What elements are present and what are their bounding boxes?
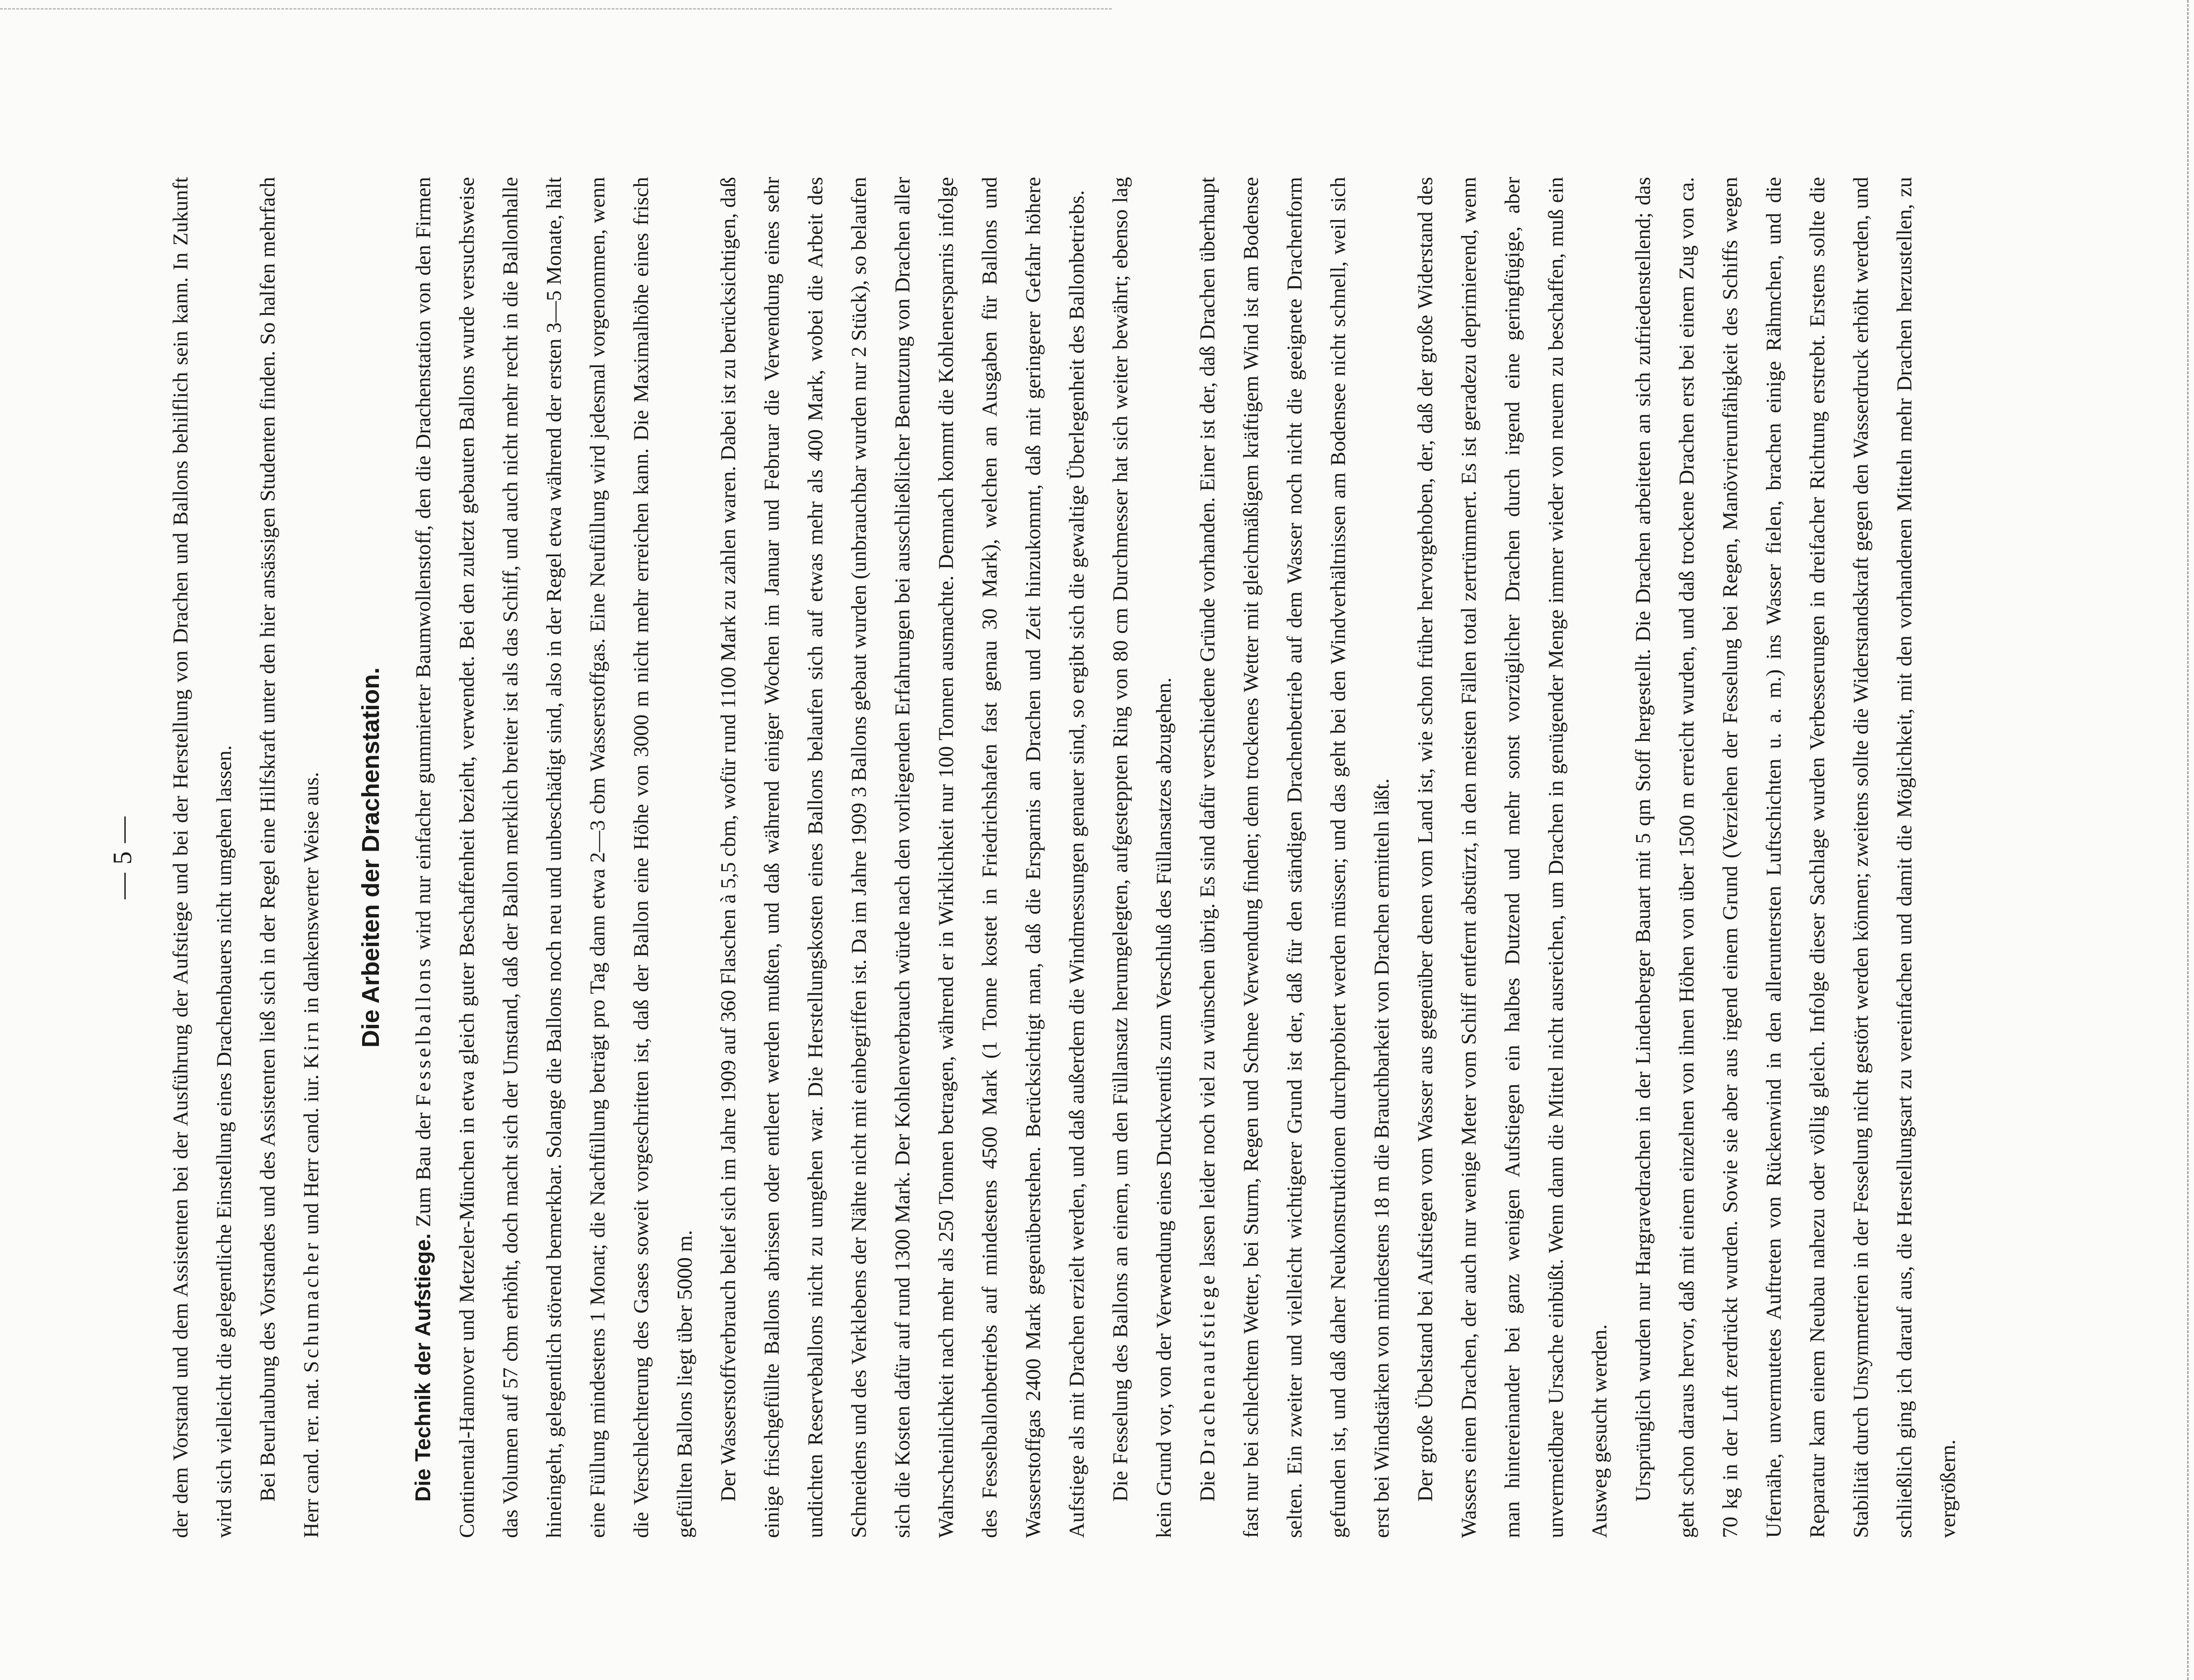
section-heading: Die Arbeiten der Drachenstation. <box>357 667 384 1048</box>
paragraph-uebelstand: Der große Übelstand bei Aufstiegen vom Wasser aus gegenüber denen vom Land ist, wie schon früher hervorgehoben, der, daß der große Widerstand des Wassers einen Drachen, der auch nur wenige Meter vom Schiff entfernt abstürzt, in den meisten Fällen total zertrümmert. Es ist geradezu deprimierend, wenn man hintereinander bei ganz wenigen Aufstiegen ein halbes Dutzend und mehr sonst vorzüglicher Drachen durch irgend eine geringfügige, aber unvermeidbare Ursache einbüßt. Wenn dann die Mittel nicht ausreichen, um Drachen in genügender Menge immer wieder von neuem zu beschaffen, muß ein Ausweg gesucht werden. <box>1414 177 1611 1538</box>
paragraph-drachenaufstiege <box>1186 177 1404 1538</box>
intro-paragraph-1: der dem Vorstand und dem Assistenten bei der Ausführung der Aufstiege und bei der Herstellung von Drachen und Ballons behilflich sein kann. In Zukunft wird sich vielleicht die gelegentliche Einstellung eines Drachenbauers nicht umgehen lassen. <box>169 177 236 1538</box>
page-number: — 5 — <box>108 816 137 899</box>
drachen-text-b: lassen leider noch viel zu wünschen übrig. Es sind dafür verschiedene Gründe vorhanden. Einer ist der, daß Drachen überhaupt fast nur bei schlechtem Wetter, bei Sturm, Regen und Schnee Verwendung finden; denn trockenes Wetter mit gleichmäßigem kräftigem Wind ist am Bodensee selten. Ein zweiter und vielleicht wichtigerer Grund ist der, daß für den ständigen Drachenbetrieb auf dem Wasser noch nicht die geeignete Drachenform gefunden ist, und daß daher Neukonstruktionen durchprobiert werden müssen; und das geht bei den Windverhältnissen am Bodensee nicht schnell, weil sich erst bei Windstärken von mindestens 18 m die Brauchbarkeit von Drachen ermitteln läßt. <box>1196 177 1394 1538</box>
technik-text-a: Zum Bau der <box>412 1106 435 1234</box>
person-name-schumacher: Schumacher <box>299 1240 323 1373</box>
scan-edge-right <box>2187 0 2189 1680</box>
drachen-text-a: Die <box>1196 1465 1219 1502</box>
technik-spaced-term: Fesselballons <box>412 956 435 1107</box>
intro-p2-text-c: in dankenswerter Weise aus. <box>299 772 323 1019</box>
intro-p2-text-b: und Herr cand. iur. <box>299 1069 323 1240</box>
scan-edge-top <box>0 8 1112 10</box>
paragraph-technik <box>401 177 707 1538</box>
intro-p2-text-a: Bei Beurlaubung des Vorstandes und des Assistenten ließ sich in der Regel eine Hilfskraft unter den hier ansässigen Studenten finden. So halfen mehrfach Herr cand. rer. nat. <box>256 177 323 1538</box>
paragraph-wasserstoff: Der Wasserstoffverbrauch belief sich im Jahre 1909 auf 360 Flaschen à 5,5 cbm, wofür rund 1100 Mark zu zahlen waren. Dabei ist zu berücksichtigen, daß einige frischgefüllte Ballons abrissen oder entleert werden mußten, und daß während einiger Wochen im Januar und Februar die Verwendung eines sehr undichten Reserveballons nicht zu umgehen war. Die Herstellungskosten eines Ballons belaufen sich auf etwas mehr als 400 Mark, wobei die Arbeit des Schneidens und des Verklebens der Nähte nicht mit einbegriffen ist. Da im Jahre 1909 3 Ballons gebaut wurden (unbrauchbar wurden nur 2 Stück), so belaufen sich die Kosten dafür auf rund 1300 Mark. Der Kohlenverbrauch würde nach den vorliegenden Erfahrungen bei ausschließlicher Benutzung von Drachen aller Wahrscheinlichkeit nach mehr als 250 Tonnen betragen, während er in Wirklichkeit nur 100 Tonnen ausmachte. Demnach kommt die Kohlenersparnis infolge des Fesselballonbetriebs auf mindestens 4500 Mark (1 Tonne kostet in Friedrichshafen fast genau 30 Mark), welchen an Ausgaben für Ballons und Wasserstoffgas 2400 Mark gegenüberstehen. Berücksichtigt man, daß die Ersparnis an Drachen und Zeit hinzukommt, daß mit geringerer Gefahr höhere Aufstiege als mit Drachen erzielt werden, und daß außerdem die Windmessungen genauer sind, so ergibt sich die gewaltige Überlegenheit des Ballonbetriebs. <box>717 177 1089 1538</box>
person-name-kirn: Kirn <box>299 1019 323 1069</box>
rotated-page-content <box>104 177 1960 1538</box>
paragraph-fesselung: Die Fesselung des Ballons an einem, um den Füllansatz herumgelegten, aufgesteppten Ring von 80 cm Durchmesser hat sich weiter bewährt; ebenso lag kein Grund vor, von der Verwendung eines Druckventils zum Verschluß des Füllansatzes abzugehen. <box>1109 177 1176 1538</box>
drachen-spaced-term: Drachenaufstiege <box>1196 1272 1219 1465</box>
paragraph-hargrave: Ursprünglich wurden nur Hargravedrachen in der Lindenberger Bauart mit 5 qm Stoff hergestellt. Die Drachen arbeiteten an sich zufriedenstellend; das geht schon daraus hervor, daß mit einem einzelnen von ihnen Höhen von über 1500 m erreicht wurden, und daß trockene Drachen erst bei einem Zug von ca. 70 kg in der Luft zerdrückt wurden. Sowie sie aber aus irgend einem Grund (Verziehen der Fesselung bei Regen, Manövrierunfähigkeit des Schiffs wegen Ufernähe, unvermutetes Auftreten von Rückenwind in den alleruntersten Luftschichten u. a. m.) ins Wasser fielen, brachen einige Rähmchen, und die Reparatur kam einem Neubau nahezu oder völlig gleich. Infolge dieser Sachlage wurden Verbesserungen in dreifacher Richtung erstrebt. Erstens sollte die Stabilität durch Unsymmetrien in der Fesselung nicht gestört werden können; zweitens sollte die Widerstandskraft gegen den Wasserdruck erhöht werden, und schließlich ging ich darauf aus, die Herstellungsart zu vereinfachen und damit die Möglichkeit, mit den vorhandenen Mitteln mehr Drachen herzustellen, zu vergrößern. <box>1631 177 1960 1538</box>
technik-text-b: wird nur einfacher gummierter Baumwollenstoff, den die Drachenstation von den Firmen Continental-Hannover und Metzeler-München in etwa gleich guter Beschaffenheit bezieht, verwendet. Bei den zuletzt gebauten Ballons wurde versuchsweise das Volumen auf 57 cbm erhöht, doch macht sich der Umstand, daß der Ballon merklich breiter ist als das Schiff, und auch nicht mehr recht in die Ballonhalle hineingeht, gelegentlich störend bemerkbar. Solange die Ballons noch neu und unbeschädigt sind, also in der Regel etwa während der ersten 3—5 Monate, hält eine Füllung mindestens 1 Monat; die Nachfüllung beträgt pro Tag dann etwa 2—3 cbm Wasserstoffgas. Eine Neufüllung wird jedesmal vorgenommen, wenn die Verschlechterung des Gases soweit vorgeschritten ist, daß der Ballon eine Höhe von 3000 m nicht mehr erreichen kann. Die Maximalhöhe eines frisch gefüllten Ballons liegt über 5000 m. <box>412 177 697 1538</box>
intro-paragraph-2 <box>246 177 333 1538</box>
runin-heading-technik: Die Technik der Aufstiege. <box>411 1233 435 1502</box>
